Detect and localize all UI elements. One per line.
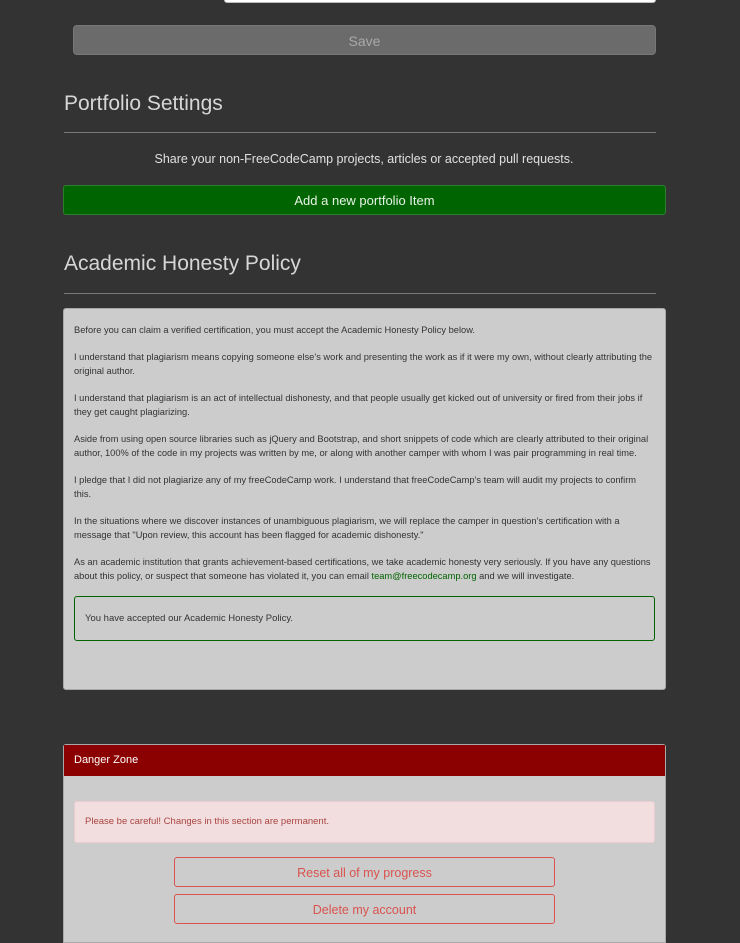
academic-honesty-title: Academic Honesty Policy [64,252,301,275]
portfolio-divider [64,132,656,133]
policy-contact-suffix: and we will investigate. [476,571,575,581]
policy-paragraph: Aside from using open source libraries such as jQuery and Bootstrap, and short snippets of code which are clearly attributed to their original author, 100% of the code in my projects was written by me, or along with another camper with whom I was pair programming in real time. [74,434,649,458]
reset-progress-button[interactable]: Reset all of my progress [174,857,555,887]
save-button[interactable]: Save [73,25,656,55]
policy-paragraph: I understand that plagiarism is an act of intellectual dishonesty, and that people usually get kicked out of university or fired from their jobs if they get caught plagiarizing. [74,393,643,417]
policy-paragraph: In the situations where we discover instances of unambiguous plagiarism, we will replace the camper in question’s certification with a message that "Upon review, this account has been flagged for academic dishonesty." [74,516,620,540]
top-text-input[interactable] [224,0,656,3]
add-portfolio-item-button[interactable]: Add a new portfolio Item [63,185,666,215]
portfolio-settings-title: Portfolio Settings [64,92,223,115]
policy-paragraph-contact [74,555,655,583]
academic-honesty-panel [63,308,666,690]
policy-contact-prefix: As an academic institution that grants achievement-based certifications, we take academic honesty very seriously. If you have any questions about this policy, or suspect that someone has violated it, you can email [74,557,651,581]
contact-email-link[interactable]: team@freecodecamp.org [371,571,477,581]
delete-account-button[interactable]: Delete my account [174,894,555,924]
policy-accepted-text: You have accepted our Academic Honesty Policy. [85,613,294,624]
danger-zone-panel [63,744,666,943]
danger-zone-header: Danger Zone [64,745,665,776]
policy-paragraph: I pledge that I did not plagiarize any of my freeCodeCamp work. I understand that freeCodeCamp’s team will audit my projects to confirm this. [74,475,637,499]
policy-paragraph: Before you can claim a verified certification, you must accept the Academic Honesty Policy below. [74,325,475,335]
policy-paragraph: I understand that plagiarism means copying someone else’s work and presenting the work as if it were my own, without clearly attributing the original author. [74,352,653,376]
portfolio-description: Share your non-FreeCodeCamp projects, articles or accepted pull requests. [154,152,574,166]
policy-accepted-notice [74,596,655,641]
danger-zone-warning: Please be careful! Changes in this section are permanent. [74,801,655,843]
honesty-divider [64,293,656,294]
